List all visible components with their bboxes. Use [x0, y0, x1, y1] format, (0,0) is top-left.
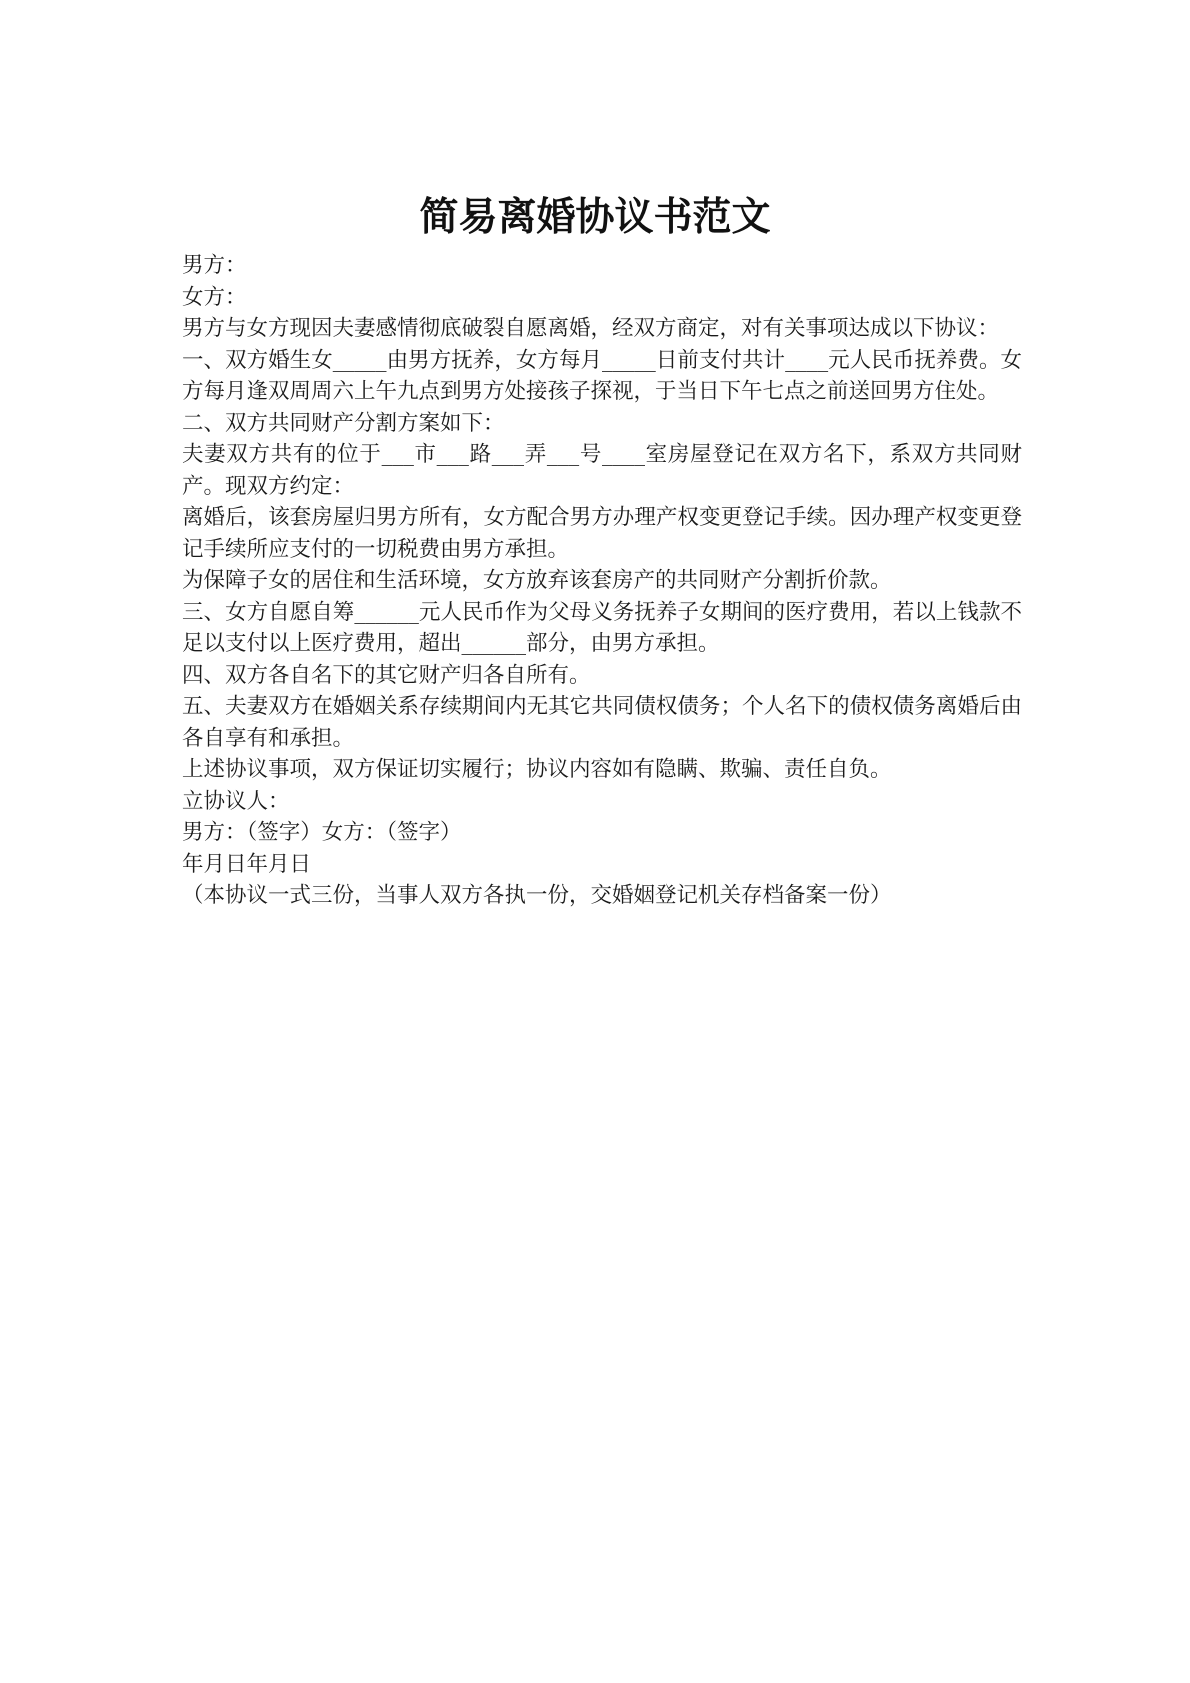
paragraph-guarantee: 上述协议事项，双方保证切实履行；协议内容如有隐瞒、欺骗、责任自负。	[182, 757, 892, 782]
paragraph-copies-note: （本协议一式三份，当事人双方各执一份，交婚姻登记机关存档备案一份）	[182, 883, 892, 908]
paragraph-female-party: 女方：	[182, 284, 247, 310]
paragraph-clause-2-heading: 二、双方共同财产分割方案如下：	[182, 410, 505, 436]
paragraph-clause-4-other-property: 四、双方各自名下的其它财产归各自所有。	[182, 662, 591, 688]
document-body	[182, 250, 1022, 912]
paragraph-property-ownership: 离婚后，该套房屋归男方所有，女方配合男方办理产权变更登记手续。因办理产权变更登记手续所应支付的一切税费由男方承担。	[182, 505, 1022, 562]
paragraph-signatures: 男方：（签字）女方：（签字）	[182, 820, 462, 845]
document-title: 简易离婚协议书范文	[419, 194, 771, 240]
paragraph-property-description: 夫妻双方共有的位于___市___路___弄___号____室房屋登记在双方名下，系双方共同财产。现双方约定：	[182, 442, 1022, 499]
paragraph-male-party: 男方：	[182, 253, 247, 278]
paragraph-dates: 年月日年月日	[182, 851, 312, 877]
paragraph-clause-5-debts: 五、夫妻双方在婚姻关系存续期间内无其它共同债权债务；个人名下的债权债务离婚后由各自享有和承担。	[182, 694, 1022, 751]
paragraph-property-waiver: 为保障子女的居住和生活环境，女方放弃该套房产的共同财产分割折价款。	[182, 568, 892, 593]
paragraph-preamble: 男方与女方现因夫妻感情彻底破裂自愿离婚，经双方商定，对有关事项达成以下协议：	[182, 316, 1000, 341]
paragraph-clause-1-custody: 一、双方婚生女_____由男方抚养，女方每月_____日前支付共计____元人民币抚养费。女方每月逢双周周六上午九点到男方处接孩子探视，于当日下午七点之前送回男方住处。	[182, 347, 1022, 404]
paragraph-clause-3-medical: 三、女方自愿自筹______元人民币作为父母义务抚养子女期间的医疗费用，若以上钱款不足以支付以上医疗费用，超出______部分，由男方承担。	[182, 599, 1022, 656]
paragraph-signatories: 立协议人：	[182, 788, 290, 814]
